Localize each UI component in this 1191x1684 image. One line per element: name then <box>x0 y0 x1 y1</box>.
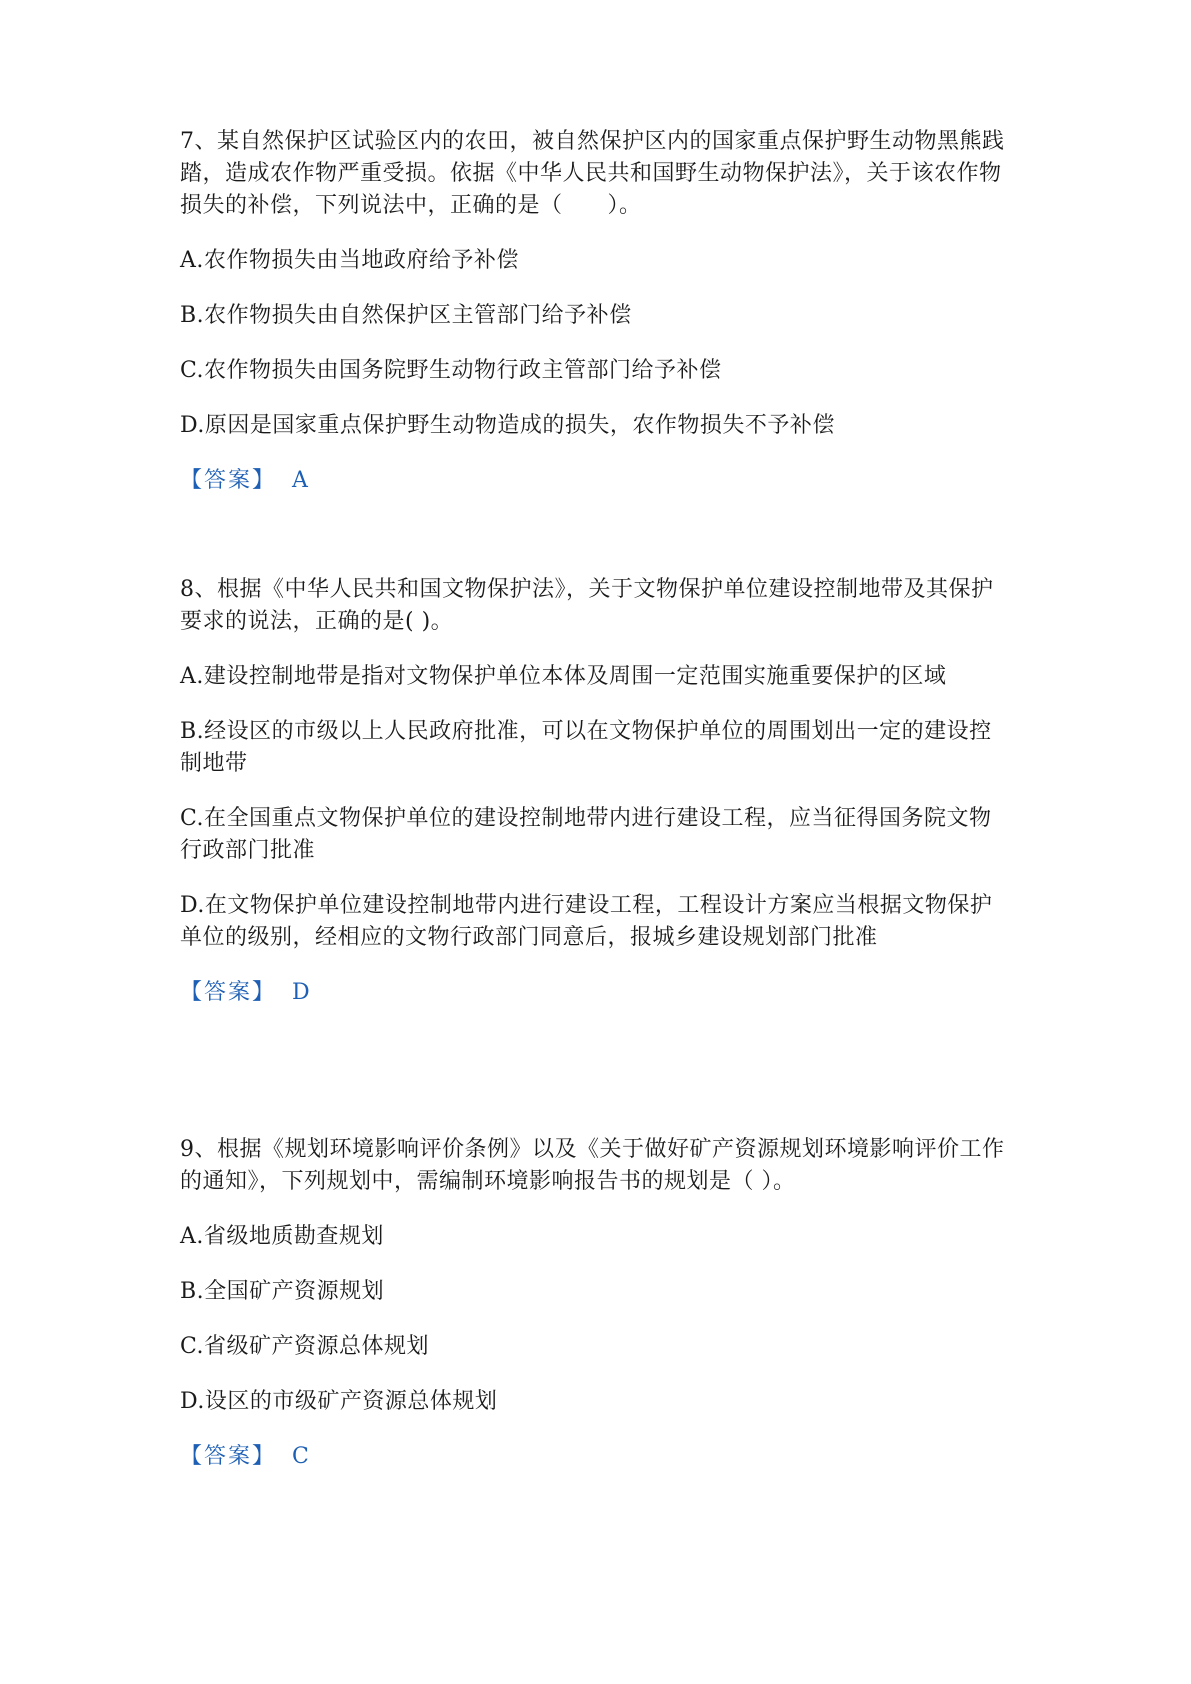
question-9 <box>180 1134 1010 1473</box>
answer-line <box>180 1441 1010 1473</box>
option-a: A.省级地质勘查规划 <box>180 1224 384 1249</box>
option-d: D.在文物保护单位建设控制地带内进行建设工程，工程设计方案应当根据文物保护单位的级别，经相应的文物行政部门同意后，报城乡建设规划部门批准 <box>180 893 993 950</box>
question-8 <box>180 574 1010 1009</box>
option-c: C.农作物损失由国务院野生动物行政主管部门给予补偿 <box>180 358 722 383</box>
option-d: D.原因是国家重点保护野生动物造成的损失，农作物损失不予补偿 <box>180 413 835 438</box>
answer-value: D <box>292 980 310 1005</box>
option-c: C.在全国重点文物保护单位的建设控制地带内进行建设工程，应当征得国务院文物行政部门批准 <box>180 806 992 863</box>
option-a: A.农作物损失由当地政府给予补偿 <box>180 248 519 273</box>
answer-line <box>180 977 1010 1009</box>
answer-line <box>180 465 1010 497</box>
question-stem: 9、根据《规划环境影响评价条例》以及《关于做好矿产资源规划环境影响评价工作的通知》，下列规划中，需编制环境影响报告书的规划是（ ）。 <box>180 1137 1005 1194</box>
answer-label: 【答案】 <box>180 468 277 493</box>
question-7 <box>180 126 1010 497</box>
answer-label: 【答案】 <box>180 1444 277 1469</box>
answer-value: A <box>292 468 308 493</box>
question-stem: 7、某自然保护区试验区内的农田，被自然保护区内的国家重点保护野生动物黑熊践踏，造成农作物严重受损。依据《中华人民共和国野生动物保护法》，关于该农作物损失的补偿，下列说法中，正确的是（ ）。 <box>180 129 1005 218</box>
option-c: C.省级矿产资源总体规划 <box>180 1334 430 1359</box>
answer-value: C <box>292 1444 309 1469</box>
option-b: B.农作物损失由自然保护区主管部门给予补偿 <box>180 303 632 328</box>
answer-label: 【答案】 <box>180 980 277 1005</box>
question-stem: 8、根据《中华人民共和国文物保护法》，关于文物保护单位建设控制地带及其保护要求的说法，正确的是( )。 <box>180 577 994 634</box>
option-d: D.设区的市级矿产资源总体规划 <box>180 1389 498 1414</box>
option-a: A.建设控制地带是指对文物保护单位本体及周围一定范围实施重要保护的区域 <box>180 664 947 689</box>
option-b: B.经设区的市级以上人民政府批准，可以在文物保护单位的周围划出一定的建设控制地带 <box>180 719 992 776</box>
option-b: B.全国矿产资源规划 <box>180 1279 385 1304</box>
